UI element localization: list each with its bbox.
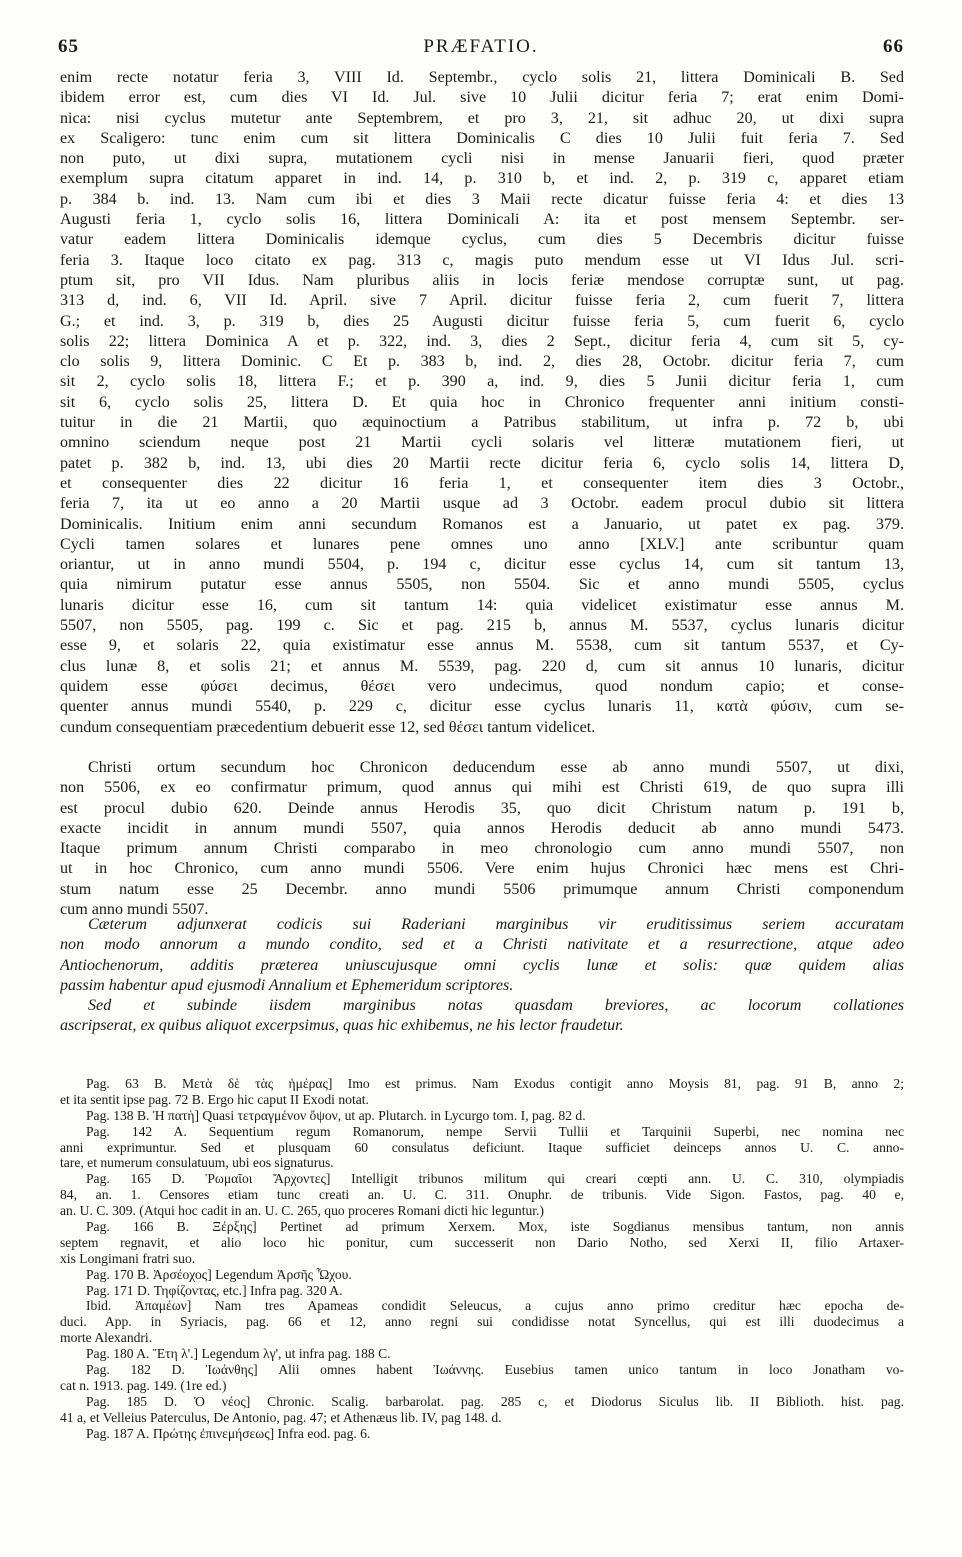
italic-paragraph — [60, 915, 904, 1037]
italic-line: Sed et subinde iisdem marginibus notas quasdam breviores, ac locorum collationes — [88, 997, 904, 1015]
note-line: cat n. 1913. pag. 149. (1re ed.) — [60, 1377, 227, 1393]
body-line: ut in hoc Chronico, cum anno mundi 5506. Vere enim hujus Chronici hæc mens est Chri- — [60, 860, 904, 878]
note-line: duci. App. in Syriacis, pag. 66 et 12, anno regni sui condidisse notat Syncellus, qui est illi duodecimus a — [60, 1314, 904, 1330]
body-line: Augusti feria 1, cyclo solis 16, littera Dominicali A: ita et post mensem Septembr. ser- — [60, 211, 904, 229]
body-line: Itaque primum annum Christi comparabo in meo chronologio cum anno mundi 5507, non — [60, 840, 904, 858]
footnotes — [60, 1076, 904, 1441]
body-line: omnino sciendum neque post 21 Martii cycli solaris vel litteræ mutationem fieri, ut — [60, 434, 904, 452]
body-line: est procul dubio 620. Deinde annus Herodis 35, quo dicit Christum natum p. 191 b, — [60, 799, 904, 817]
body-line: Cycli tamen solares et lunares pene omnes uno anno [XLV.] ante scribuntur quam — [60, 535, 904, 553]
note-line: morte Alexandri. — [60, 1330, 153, 1346]
body-line: nica: nisi cyclus mutetur ante Septembrem, et pro 3, 21, sit adhuc 20, ut dixi supra — [60, 109, 904, 127]
italic-line: non modo annorum a mundo condito, sed et a Christi nativitate et a resurrectione, atque adeo — [60, 936, 904, 954]
body-line: sit 6, cyclo solis 25, littera D. Et quia hoc in Chronico frequenter anni initium consti- — [60, 393, 904, 411]
body-line: vatur eadem littera Dominicalis idemque cyclus, cum dies 5 Decembris dicitur fuisse — [60, 231, 904, 249]
body-line: ex Scaligero: tunc enim cum sit littera Dominicalis C dies 10 Julii fuit feria 7. Sed — [60, 129, 904, 147]
note-line: Pag. 170 B. Ἀρσέοχος] Legendum Ἀρσῆς Ὦχου. — [86, 1266, 352, 1282]
italic-line: Antiochenorum, additis præterea uniuscujusque omni cyclis lunæ et solis: quæ quidem alias — [60, 956, 904, 974]
body-line: oriantur, ut in anno mundi 5504, p. 194 c, dicitur esse cyclus 14, cum sit tantum 13, — [60, 556, 904, 574]
body-line: et consequenter dies 22 dicitur 16 feria 1, et consequenter item dies 3 Octobr., — [60, 474, 904, 492]
body-line: ibidem error est, cum dies VI Id. Jul. sive 10 Julii dicitur feria 7; erat enim Domi- — [60, 89, 904, 107]
body-line: Christi ortum secundum hoc Chronicon deducendum esse ab anno mundi 5507, ut dixi, — [88, 759, 904, 776]
body-line: G.; et ind. 3, p. 319 b, dies 25 Augusti dicitur fuisse feria 5, cum fuerit 6, cyclo — [60, 312, 904, 330]
body-line: quia nimirum putatur esse annus 5505, non 5504. Sic et anno mundi 5505, cyclus — [60, 576, 904, 594]
note-line: et ita sentit ipse pag. 72 B. Ergo hic caput II Exodi notat. — [60, 1091, 369, 1107]
running-title: PRÆFATIO. — [423, 36, 539, 57]
body-line: stum natum esse 25 Decembr. anno mundi 5506 primumque annum Christi componendum — [60, 880, 904, 898]
note-line: anni exprimuntur. Sed et plusquam 60 consulatus deficiunt. Itaque sufficiet deinceps annos U. C. anno- — [60, 1139, 904, 1155]
note-line: Pag. 180 A. Ἔτη λ'.] Legendum λγ', ut infra pag. 188 C. — [86, 1346, 391, 1362]
body-line: exacte incidit in annum mundi 5507, quia annos Herodis deducit ab anno mundi 5473. — [60, 819, 904, 837]
body-text-christi — [60, 758, 904, 920]
body-line: p. 384 b. ind. 13. Nam cum ibi et dies 3 Maii recte dicatur fuisse feria 4: et dies 13 — [60, 190, 904, 208]
note-line: 84, an. 1. Censores etiam tunc creati an. U. C. 311. Onuphr. de tribunis. Vide Sigon. Fastos, pag. 40 e, — [60, 1187, 904, 1203]
body-line: feria 3. Itaque loco citato ex pag. 313 c, magis puto mendum esse ut VI Idus Jul. scri- — [60, 251, 904, 269]
page-number-left: 65 — [58, 36, 79, 57]
body-line: lunaris dicitur esse 16, cum sit tantum 14: quia videlicet existimatur esse annus M. — [60, 596, 904, 614]
body-line: clo solis 9, littera Dominic. C Et p. 383 b, ind. 2, dies 28, Octobr. dicitur feria 7, cum — [60, 353, 904, 371]
body-line: 5507, non 5505, pag. 199 c. Sic et pag. 215 b, annus M. 5537, cyclus lunaris dicitur — [60, 617, 904, 635]
body-line: patet p. 382 b, ind. 13, ubi dies 20 Martii recte dicitur feria 6, cyclo solis 14, littera D, — [60, 454, 904, 472]
note-line: Pag. 187 A. Πρώτης ἐπινεμήσεως] Infra eod. pag. 6. — [86, 1425, 371, 1441]
body-line: enim recte notatur feria 3, VIII Id. Septembr., cyclo solis 21, littera Dominicali B. Sed — [60, 69, 904, 86]
body-line: sit 2, cyclo solis 18, littera F.; et p. 390 a, ind. 9, dies 5 Junii dicitur feria 1, cum — [60, 373, 904, 391]
body-line: clus lunæ 8, et solis 21; et annus M. 5539, pag. 220 d, cum sit annus 10 lunaris, dicitur — [60, 657, 904, 675]
body-text — [60, 68, 904, 738]
note-line: 41 a, et Velleius Paterculus, De Antonio, pag. 47; et Athenæus lib. IV, pag 148. d. — [60, 1409, 502, 1425]
italic-line: passim habentur apud ejusmodi Annalium et Ephemeridum scriptores. — [60, 976, 514, 994]
note-line: Pag. 165 D. Ῥωμαῖοι Ἄρχοντες] Intelligit tribunos militum qui creari cœpti ann. U. C. 310, olympiadis — [86, 1171, 904, 1187]
body-line: ptum sit, pro VII Idus. Nam pluribus aliis in locis feriæ mendose corruptæ sunt, ut pag. — [60, 271, 904, 289]
note-line: Pag. 182 D. Ἰωάνθης] Alii omnes habent Ἰωάννης. Eusebius tamen unico tantum in loco Jonatham vo- — [86, 1362, 904, 1378]
note-line: Pag. 142 A. Sequentium regum Romanorum, nempe Servii Tullii et Tarquinii Superbi, nec nomina nec — [86, 1123, 904, 1139]
body-line: Dominicalis. Initium enim anni secundum Romanos est a Januario, ut patet ex pag. 379. — [60, 515, 904, 533]
body-line: exemplum supra citatum apparet in ind. 14, p. 310 b, et ind. 2, p. 319 c, apparet etiam — [60, 170, 904, 188]
italic-line: Cæterum adjunxerat codicis sui Raderiani marginibus vir eruditissimus seriem accuratam — [88, 916, 904, 933]
body-line: feria 7, ita ut eo anno a 20 Martii usque ad 3 Octobr. eadem procul dubio sit littera — [60, 495, 904, 513]
note-line: xis Longimani fratri suo. — [60, 1250, 196, 1266]
body-line: cundum consequentiam præcedentium debuerit esse 12, sed θέσει tantum videlicet. — [60, 718, 596, 736]
body-line: cum anno mundi 5507. — [60, 901, 209, 919]
note-line: Pag. 185 D. Ὁ νέος] Chronic. Scalig. barbarolat. pag. 285 c, et Diodorus Siculus lib. II Biblioth. hist. pag. — [86, 1393, 904, 1409]
body-line: non puto, ut dixi supra, mutationem cycli nisi in mense Januarii fieri, quod præter — [60, 150, 904, 168]
note-line: Pag. 63 B. Μετὰ δὲ τὰς ἡμέρας] Imo est primus. Nam Exodus contigit anno Moysis 81, pag. 91 B, anno 2; — [86, 1076, 904, 1091]
note-line: Pag. 166 B. Ξέρξης] Pertinet ad primum Xerxem. Mox, iste Sogdianus mensibus tantum, non annis — [86, 1219, 904, 1235]
body-line: esse 9, et solaris 22, quia existimatur esse annus M. 5538, cum sit tantum 5537, et Cy- — [60, 637, 904, 655]
note-line: Pag. 138 B. Ἡ πατὴ] Quasi τετραγμένον ὄψον, ut ap. Plutarch. in Lycurgo tom. I, pag. 82 d. — [86, 1107, 586, 1123]
page-number-right: 66 — [883, 36, 904, 57]
note-line: septem regnavit, et alio loco hic ponitur, cum successerit non Dario Notho, sed Xerxi II, filio Artaxer- — [60, 1234, 904, 1250]
page-header — [58, 36, 904, 64]
note-line: Ibid. Ἀπαμέων] Nam tres Apameas condidit Seleucus, a cujus anno primo creditur hæc epocha de- — [86, 1298, 904, 1314]
note-line: an. U. C. 309. (Atqui hoc cadit in an. U. C. 265, quo proceres Romani dicti hic leguntur.) — [60, 1203, 544, 1219]
body-line: non 5506, ex eo confirmatur primum, quod annus qui mihi est Christi 619, de quo supra illi — [60, 779, 904, 797]
body-line: 313 d, ind. 6, VII Id. April. sive 7 April. dicitur fuisse feria 2, cum fuerit 7, littera — [60, 292, 904, 310]
note-line: Pag. 171 D. Τηφίζοντας, etc.] Infra pag. 320 A. — [86, 1282, 343, 1298]
italic-line: ascripserat, ex quibus aliquot excerpsimus, quas hic exhibemus, ne his lector fraudetur. — [60, 1017, 624, 1035]
body-line: quidem esse φύσει decimus, θέσει vero undecimus, quod nondum capio; et conse- — [60, 677, 904, 695]
note-line: tare, et numerum consulatuum, ubi eos signaturus. — [60, 1155, 334, 1171]
body-line: solis 22; littera Dominica A et p. 322, ind. 3, dies 2 Sept., dicitur feria 4, cum sit 5, cy- — [60, 332, 904, 350]
body-line: tuitur in die 21 Martii, quo æquinoctium a Patribus stabilitum, ut infra p. 72 b, ubi — [60, 414, 904, 432]
body-line: quenter annus mundi 5540, p. 229 c, dicitur esse cyclus lunaris 11, κατὰ φύσιν, cum se- — [60, 698, 904, 716]
